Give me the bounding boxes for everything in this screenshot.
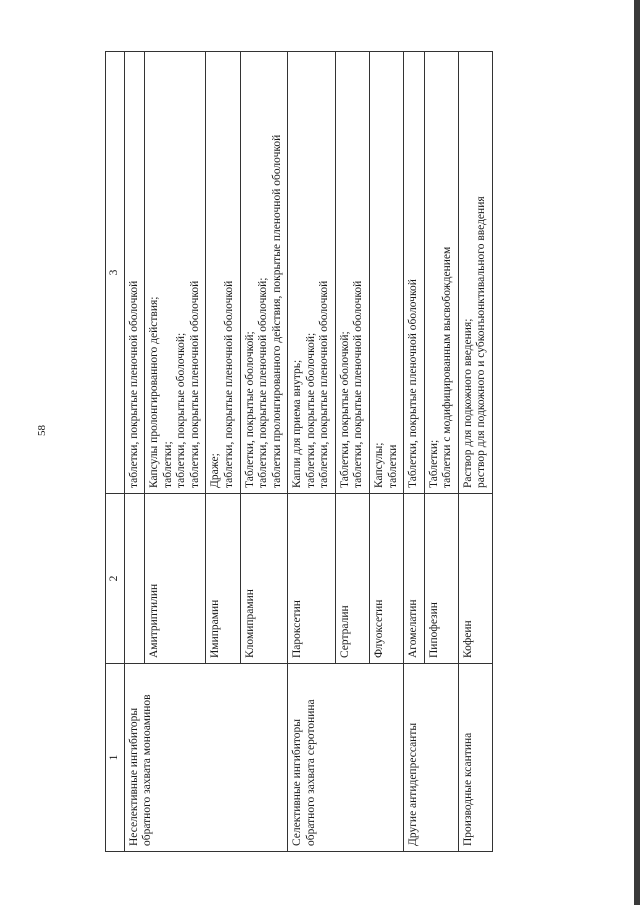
table-body	[124, 52, 492, 852]
table-row	[288, 52, 336, 852]
dosage-form-line: таблетки, покрытые пленочной оболочкой	[222, 280, 235, 488]
page-number: 58	[36, 425, 48, 436]
header-cell-2: 2	[106, 494, 125, 664]
dosage-form-line: Таблетки, покрытые оболочкой;	[338, 331, 351, 488]
dosage-forms-cell	[288, 52, 336, 494]
drug-name-cell: Пароксетин	[288, 494, 336, 664]
drug-table	[105, 51, 493, 852]
dosage-forms-cell	[404, 52, 425, 494]
dosage-form-line: таблетки с модифицированным высвобождением	[441, 246, 454, 488]
dosage-forms-cell	[424, 52, 458, 494]
dosage-form-line: таблетки, покрытые пленочной оболочкой;	[257, 277, 270, 488]
rotated-table-container	[105, 52, 600, 852]
group-cell: Другие антидепрессанты	[404, 664, 459, 852]
table-row	[458, 52, 492, 852]
dosage-forms-cell	[370, 52, 404, 494]
group-cell: Производные ксантина	[458, 664, 492, 852]
dosage-forms-cell	[240, 52, 288, 494]
scan-edge	[634, 0, 640, 905]
dosage-form-line: Таблетки;	[427, 439, 440, 488]
dosage-forms-cell	[124, 52, 145, 494]
dosage-form-line: таблетки, покрытые пленочной оболочкой	[318, 280, 331, 488]
table-row	[404, 52, 425, 852]
dosage-forms-cell	[206, 52, 240, 494]
dosage-form-line: таблетки, покрытые пленочной оболочкой	[188, 280, 201, 488]
dosage-form-line: таблетки, покрытые оболочкой;	[304, 332, 317, 488]
dosage-form-line: таблетки пролонгированного действия, покрытые пленочной оболочкой	[270, 134, 283, 488]
drug-name-cell: Флуоксетин	[370, 494, 404, 664]
drug-name-cell: Кофеин	[458, 494, 492, 664]
dosage-form-line: Капсулы пролонгированного действия;	[148, 296, 161, 488]
table-row	[124, 52, 145, 852]
drug-name-cell	[124, 494, 145, 664]
dosage-form-line: таблетки, покрытые пленочной оболочкой	[127, 280, 140, 488]
dosage-form-line: Таблетки, покрытые оболочкой;	[243, 331, 256, 488]
dosage-forms-cell	[335, 52, 369, 494]
dosage-forms-cell	[145, 52, 206, 494]
drug-name-cell: Агомелатин	[404, 494, 425, 664]
dosage-form-line: Таблетки, покрытые пленочной оболочкой	[407, 279, 420, 488]
drug-name-cell: Сертралин	[335, 494, 369, 664]
dosage-form-line: Раствор для подкожного введения;	[461, 318, 474, 488]
drug-name-cell: Амитриптилин	[145, 494, 206, 664]
header-cell-3: 3	[106, 52, 125, 494]
dosage-form-line: таблетки, покрытые оболочкой;	[175, 332, 188, 488]
header-cell-1: 1	[106, 664, 125, 852]
group-cell: Селективные ингибиторы обратного захвата серотонина	[288, 664, 404, 852]
header-row	[106, 52, 125, 852]
dosage-form-line: Драже;	[209, 453, 222, 488]
dosage-form-line: таблетки, покрытые пленочной оболочкой	[352, 280, 365, 488]
dosage-form-line: таблетки;	[161, 441, 174, 488]
dosage-form-line: Капсулы;	[373, 442, 385, 488]
drug-name-cell: Имипрамин	[206, 494, 240, 664]
dosage-forms-cell	[458, 52, 492, 494]
group-cell: Неселективные ингибиторы обратного захвата моноаминов	[124, 664, 288, 852]
drug-name-cell: Пипофезин	[424, 494, 458, 664]
drug-name-cell: Кломипрамин	[240, 494, 288, 664]
dosage-form-line: раствор для подкожного и субконъюнктивального введения	[475, 196, 488, 488]
dosage-form-line: таблетки	[386, 444, 399, 488]
dosage-form-line: Капли для приема внутрь;	[291, 359, 304, 488]
